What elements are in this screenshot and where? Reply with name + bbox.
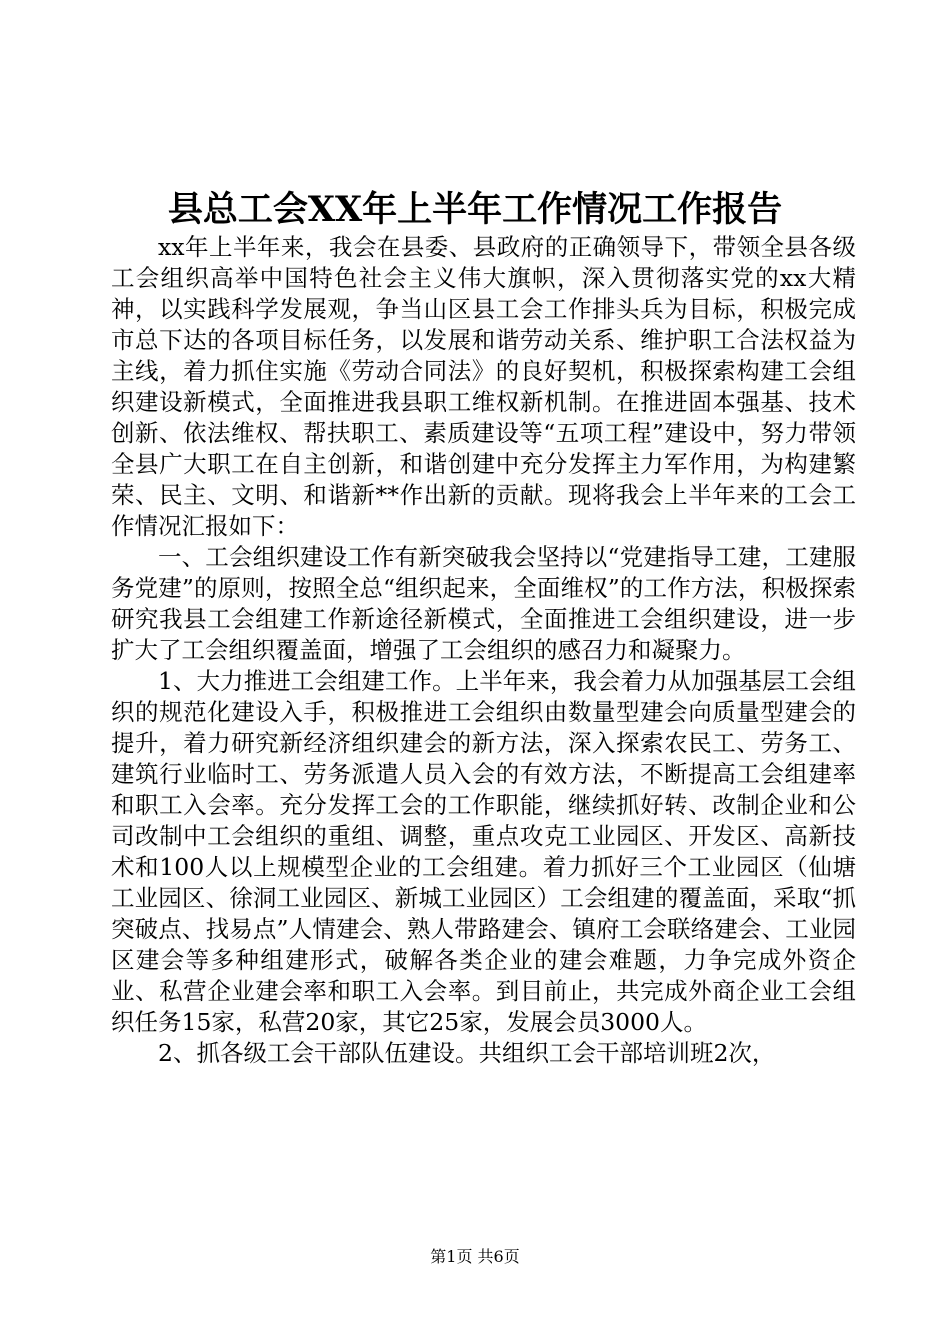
paragraph-section-1: 一、工会组织建设工作有新突破我会坚持以“党建指导工建，工建服务党建”的原则，按照全总“组织起来，全面维权”的工作方法，积极探索研究我县工会组建工作新途径新模式，全面推进工会组织建设，进一步扩大了工会组织覆盖面，增强了工会组织的感召力和凝聚力。 <box>111 543 856 664</box>
page-footer: 第1页 共6页 <box>430 1247 520 1266</box>
document-title: 县总工会XX年上半年工作情况工作报告 <box>167 189 783 230</box>
document-body <box>111 232 856 1069</box>
paragraph-intro: xx年上半年来，我会在县委、县政府的正确领导下，带领全县各级工会组织高举中国特色社会主义伟大旗帜，深入贯彻落实党的xx大精神，以实践科学发展观，争当山区县工会工作排头兵为目标，积极完成市总下达的各项目标任务，以发展和谐劳动关系、维护职工合法权益为主线，着力抓住实施《劳动合同法》的良好契机，积极探索构建工会组织建设新模式，全面推进我县职工维权新机制。在推进固本强基、技术创新、依法维权、帮扶职工、素质建设等“五项工程”建设中，努力带领全县广大职工在自主创新，和谐创建中充分发挥主力军作用，为构建繁荣、民主、文明、和谐新**作出新的贡献。现将我会上半年来的工会工作情况汇报如下： <box>111 233 856 540</box>
paragraph-item-2: 2、抓各级工会干部队伍建设。共组织工会干部培训班2次， <box>158 1039 776 1067</box>
paragraph-item-1: 1、大力推进工会组建工作。上半年来，我会着力从加强基层工会组织的规范化建设入手，积极推进工会组织由数量型建会向质量型建会的提升，着力研究新经济组织建会的新方法，深入探索农民工、劳务工、建筑行业临时工、劳务派遣人员入会的有效方法，不断提高工会组建率和职工入会率。充分发挥工会的工作职能，继续抓好转、改制企业和公司改制中工会组织的重组、调整，重点攻克工业园区、开发区、高新技术和100人以上规模型企业的工会组建。着力抓好三个工业园区（仙塘工业园区、徐洞工业园区、新城工业园区）工会组建的覆盖面，采取“抓突破点、找易点”人情建会、熟人带路建会、镇府工会联络建会、工业园区建会等多种组建形式，破解各类企业的建会难题，力争完成外资企业、私营企业建会率和职工入会率。到目前止，共完成外商企业工会组织任务15家，私营20家，其它25家，发展会员3000人。 <box>111 667 856 1036</box>
